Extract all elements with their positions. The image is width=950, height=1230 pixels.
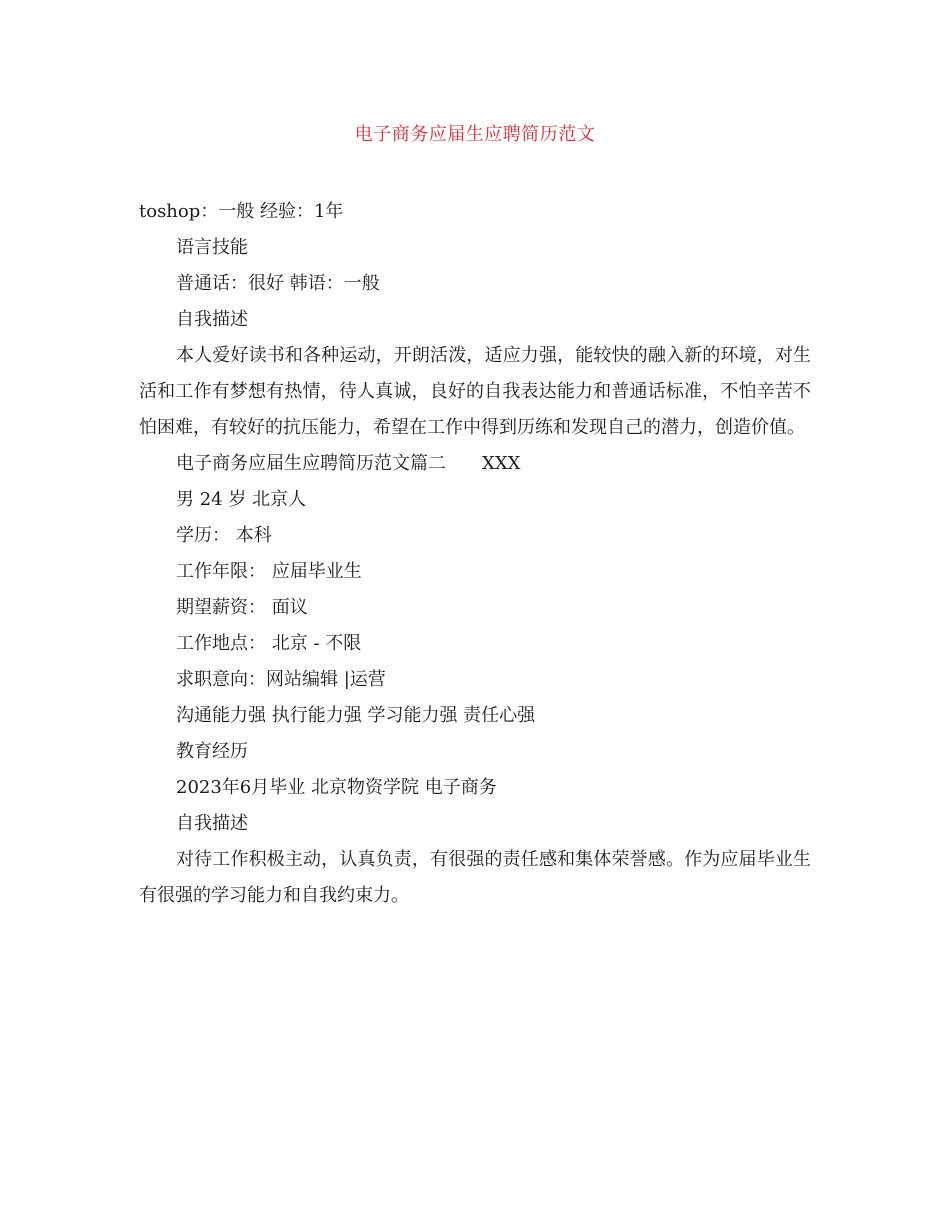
language-skills-detail: 普通话：很好 韩语：一般 <box>176 273 380 294</box>
skill-photoshop-line: toshop：一般 经验：1年 <box>139 201 344 222</box>
document-title: 电子商务应届生应聘简历范文 <box>354 124 596 145</box>
section-two-title: 电子商务应届生应聘简历范文篇二 <box>176 453 446 474</box>
job-intention-line: 求职意向：网站编辑 |运营 <box>176 669 386 690</box>
work-years-line: 工作年限： 应届毕业生 <box>176 561 362 582</box>
self-description-heading: 自我描述 <box>176 309 248 330</box>
self-description-paragraph-2: 对待工作积极主动，认真负责，有很强的责任感和集体荣誉感。作为应届毕业生有很强的学习能力和自我约束力。 <box>139 849 811 906</box>
basic-info-line: 男 24 岁 北京人 <box>176 489 307 510</box>
education-heading: 教育经历 <box>176 741 248 762</box>
language-skills-heading: 语言技能 <box>176 237 248 258</box>
work-location-line: 工作地点： 北京 - 不限 <box>176 633 362 654</box>
education-level-line: 学历： 本科 <box>176 525 272 546</box>
candidate-name: XXX <box>482 453 521 474</box>
strengths-line: 沟通能力强 执行能力强 学习能力强 责任心强 <box>176 705 536 726</box>
document-body <box>139 194 811 914</box>
self-description-heading-2: 自我描述 <box>176 813 248 834</box>
education-detail-line: 2023年6月毕业 北京物资学院 电子商务 <box>176 777 497 798</box>
section-two-title-line <box>139 446 811 482</box>
expected-salary-line: 期望薪资： 面议 <box>176 597 308 618</box>
self-description-paragraph: 本人爱好读书和各种运动，开朗活泼，适应力强，能较快的融入新的环境，对生活和工作有梦想有热情，待人真诚，良好的自我表达能力和普通话标准，不怕辛苦不怕困难，有较好的抗压能力，希望在工作中得到历练和发现自己的潜力，创造价值。 <box>139 345 811 438</box>
